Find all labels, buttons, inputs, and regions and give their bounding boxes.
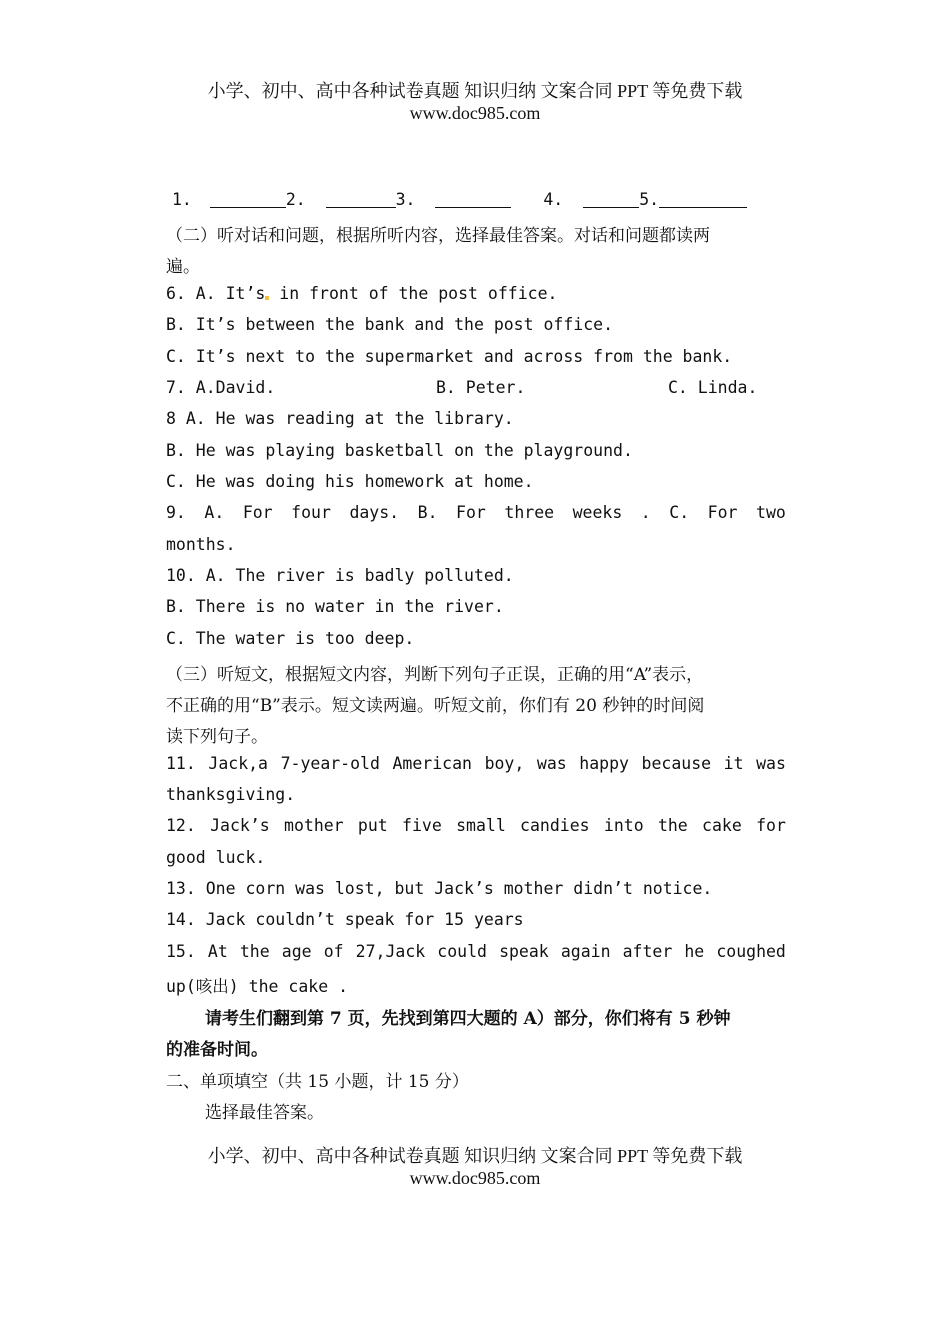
q6-option-c: C. It’s next to the supermarket and across from the bank. bbox=[166, 347, 733, 366]
highlight-mark-icon bbox=[265, 296, 269, 300]
q7-option-c: C. Linda. bbox=[668, 378, 758, 397]
q9-continuation: months. bbox=[166, 535, 236, 554]
q12-word: candies bbox=[520, 816, 590, 835]
q15-word: after bbox=[622, 942, 673, 961]
q15-word: speak bbox=[499, 942, 549, 961]
section2-heading-line2: 遍。 bbox=[166, 257, 200, 277]
q12-word: the bbox=[657, 816, 688, 835]
q11-word: it bbox=[723, 754, 744, 773]
q15-word: 15. bbox=[166, 942, 196, 961]
q9-word: days. bbox=[349, 503, 400, 522]
q9-options bbox=[166, 503, 786, 522]
q6-option-a bbox=[166, 284, 786, 303]
q9-word: three bbox=[504, 503, 555, 522]
q15-word: 27,Jack bbox=[355, 942, 426, 961]
q11-word: American bbox=[392, 754, 472, 773]
q15-word: the bbox=[239, 942, 270, 961]
footer-text: 小学、初中、高中各种试卷真题 知识归纳 文案合同 PPT 等免费下载 bbox=[207, 1146, 743, 1166]
part2-subtitle: 选择最佳答案。 bbox=[205, 1103, 324, 1123]
answer-blank-2[interactable] bbox=[326, 191, 396, 208]
section3-heading-line1: （三）听短文，根据短文内容，判断下列句子正误，正确的用“A”表示， bbox=[166, 665, 704, 685]
q12-word: into bbox=[603, 816, 644, 835]
q11-statement bbox=[166, 754, 786, 773]
q11-word: because bbox=[641, 754, 712, 773]
answer-blank-1[interactable] bbox=[210, 191, 286, 208]
q6-a-text-start: It’s bbox=[225, 284, 266, 303]
q12-word: small bbox=[456, 816, 506, 835]
q8-option-c: C. He was doing his homework at home. bbox=[166, 472, 534, 491]
q10-option-b: B. There is no water in the river. bbox=[166, 597, 504, 616]
q12-word: cake bbox=[702, 816, 742, 835]
q9-word: C. bbox=[669, 503, 690, 522]
q15-word: of bbox=[323, 942, 344, 961]
q15-continuation: up(咳出) the cake . bbox=[166, 977, 349, 996]
q9-word: B. bbox=[417, 503, 438, 522]
q7-option-a: 7. A.David. bbox=[166, 378, 276, 397]
q11-word: was bbox=[536, 754, 567, 773]
q11-continuation: thanksgiving. bbox=[166, 785, 296, 804]
q11-word: boy, bbox=[484, 754, 525, 773]
q11-word: 11. bbox=[166, 754, 196, 773]
part2-title: 二、单项填空（共 15 小题，计 15 分） bbox=[166, 1072, 469, 1092]
q11-word: was bbox=[756, 754, 786, 773]
blank-number-3: 3. bbox=[395, 190, 416, 209]
q11-word: happy bbox=[579, 754, 629, 773]
q15-word: he bbox=[684, 942, 705, 961]
q12-word: five bbox=[402, 816, 442, 835]
answer-blank-5[interactable] bbox=[659, 191, 747, 208]
q15-word: At bbox=[207, 942, 228, 961]
q10-option-a: 10. A. The river is badly polluted. bbox=[166, 566, 514, 585]
footer-url: www.doc985.com bbox=[409, 1168, 541, 1188]
q9-word: For bbox=[707, 503, 738, 522]
q15-word: age bbox=[281, 942, 312, 961]
q9-word: For bbox=[242, 503, 273, 522]
q9-word: 9. bbox=[166, 503, 186, 522]
q14-statement: 14. Jack couldn’t speak for 15 years bbox=[166, 910, 524, 929]
q6-a-text-end: in front of the post office. bbox=[279, 284, 558, 303]
answer-blank-4[interactable] bbox=[583, 191, 639, 208]
answer-blank-3[interactable] bbox=[435, 191, 511, 208]
q6-a-label: 6. A. bbox=[166, 284, 216, 303]
q12-word: Jack’s bbox=[210, 816, 270, 835]
q9-word: weeks bbox=[572, 503, 623, 522]
q10-option-c: C. The water is too deep. bbox=[166, 629, 415, 648]
q8-option-a: 8 A. He was reading at the library. bbox=[166, 409, 514, 428]
header-url: www.doc985.com bbox=[409, 103, 541, 123]
instruction-line1: 请考生们翻到第 7 页，先找到第四大题的 A）部分，你们将有 5 秒钟 bbox=[205, 1009, 731, 1029]
q12-word: for bbox=[756, 816, 786, 835]
q12-word: put bbox=[357, 816, 388, 835]
section2-heading-line1: （二）听对话和问题，根据所听内容，选择最佳答案。对话和问题都读两 bbox=[166, 226, 710, 246]
q9-word: two bbox=[756, 503, 786, 522]
q12-continuation: good luck. bbox=[166, 848, 266, 867]
q15-statement bbox=[166, 942, 786, 961]
q11-word: 7-year-old bbox=[280, 754, 380, 773]
q9-word: For bbox=[456, 503, 486, 522]
q9-word: four bbox=[291, 503, 331, 522]
page-header bbox=[0, 80, 950, 124]
section3-heading-line2: 不正确的用“B”表示。短文读两遍。听短文前，你们有 20 秒钟的时间阅 bbox=[166, 696, 705, 716]
section3-heading-line3: 读下列句子。 bbox=[166, 727, 268, 747]
q8-option-b: B. He was playing basketball on the playground. bbox=[166, 441, 633, 460]
page-footer bbox=[0, 1145, 950, 1189]
q15-word: coughed bbox=[716, 942, 786, 961]
blank-number-5: 5. bbox=[639, 190, 660, 209]
q15-word: could bbox=[437, 942, 487, 961]
blank-number-1: 1. bbox=[172, 190, 192, 209]
q11-word: Jack,a bbox=[208, 754, 268, 773]
answer-blanks-row bbox=[166, 190, 786, 209]
q15-word: again bbox=[560, 942, 611, 961]
blank-number-4: 4. bbox=[543, 190, 564, 209]
q6-option-b: B. It’s between the bank and the post office. bbox=[166, 315, 614, 334]
q7-option-b: B. Peter. bbox=[436, 378, 526, 397]
q12-word: mother bbox=[284, 816, 344, 835]
q9-word: A. bbox=[204, 503, 225, 522]
q9-word: . bbox=[640, 503, 651, 522]
blank-number-2: 2. bbox=[285, 190, 306, 209]
q12-statement bbox=[166, 816, 786, 835]
q13-statement: 13. One corn was lost, but Jack’s mother didn’t notice. bbox=[166, 879, 713, 898]
instruction-line2: 的准备时间。 bbox=[166, 1040, 268, 1060]
q12-word: 12. bbox=[166, 816, 196, 835]
header-text: 小学、初中、高中各种试卷真题 知识归纳 文案合同 PPT 等免费下载 bbox=[207, 81, 743, 101]
